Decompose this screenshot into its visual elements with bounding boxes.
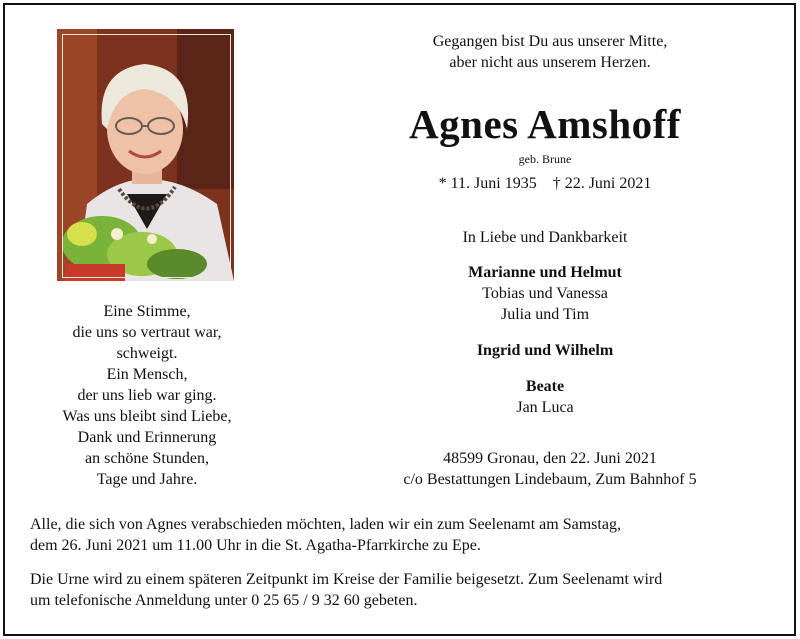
- family-member: Tobias und Vanessa: [482, 285, 608, 302]
- poem-line: Dank und Erinnerung: [77, 429, 217, 446]
- poem-line: Was uns bleibt sind Liebe,: [62, 408, 232, 425]
- place-and-address: [340, 448, 760, 490]
- quote-line-2: aber nicht aus unserem Herzen.: [449, 54, 651, 71]
- poem-line: schweigt.: [116, 345, 178, 362]
- poem-line: an schöne Stunden,: [85, 450, 209, 467]
- family-member: Jan Luca: [516, 399, 574, 416]
- birth-name: geb. Brune: [518, 152, 572, 166]
- quote-line-1: Gegangen bist Du aus unserer Mitte,: [432, 33, 668, 50]
- urn-paragraph: [30, 569, 770, 611]
- family-head: Marianne und Helmut: [468, 264, 622, 281]
- poem-line: Tage und Jahre.: [96, 471, 198, 488]
- gratitude-line: In Liebe und Dankbarkeit: [462, 229, 628, 246]
- poem-line: Eine Stimme,: [103, 303, 191, 320]
- poem-line: die uns so vertraut war,: [72, 324, 222, 341]
- deceased-name: Agnes Amshoff: [409, 101, 681, 147]
- family-head: Ingrid und Wilhelm: [476, 342, 614, 359]
- service-line-1: Alle, die sich von Agnes verabschieden möchten, laden wir ein zum Seelenamt am Samstag,: [30, 516, 621, 533]
- place-date: 48599 Gronau, den 22. Juni 2021: [443, 450, 657, 467]
- service-line-2: dem 26. Juni 2021 um 11.00 Uhr in die St. Agatha-Pfarrkirche zu Epe.: [30, 537, 481, 554]
- family-head: Beate: [525, 378, 565, 395]
- funeral-home-address: c/o Bestattungen Lindebaum, Zum Bahnhof 5: [403, 471, 697, 488]
- urn-line-2: um telefonische Anmeldung unter 0 25 65 / 9 32 60 gebeten.: [30, 592, 418, 609]
- poem-line: der uns lieb war ging.: [77, 387, 217, 404]
- poem-line: Ein Mensch,: [106, 366, 188, 383]
- photo-inner-frame: [62, 34, 231, 278]
- family-member: Julia und Tim: [500, 306, 590, 323]
- life-dates: [410, 175, 680, 193]
- family-group-1: [410, 262, 680, 325]
- family-group-3: [410, 376, 680, 418]
- birth-date: * 11. Juni 1935: [438, 175, 537, 192]
- death-date: † 22. Juni 2021: [552, 175, 652, 192]
- family-group-2: [410, 340, 680, 361]
- quote: [400, 31, 700, 73]
- portrait-photo: [57, 29, 234, 281]
- urn-line-1: Die Urne wird zu einem späteren Zeitpunkt im Kreise der Familie beigesetzt. Zum Seelenamt wird: [30, 571, 663, 588]
- service-paragraph: [30, 514, 770, 556]
- poem: [38, 301, 256, 490]
